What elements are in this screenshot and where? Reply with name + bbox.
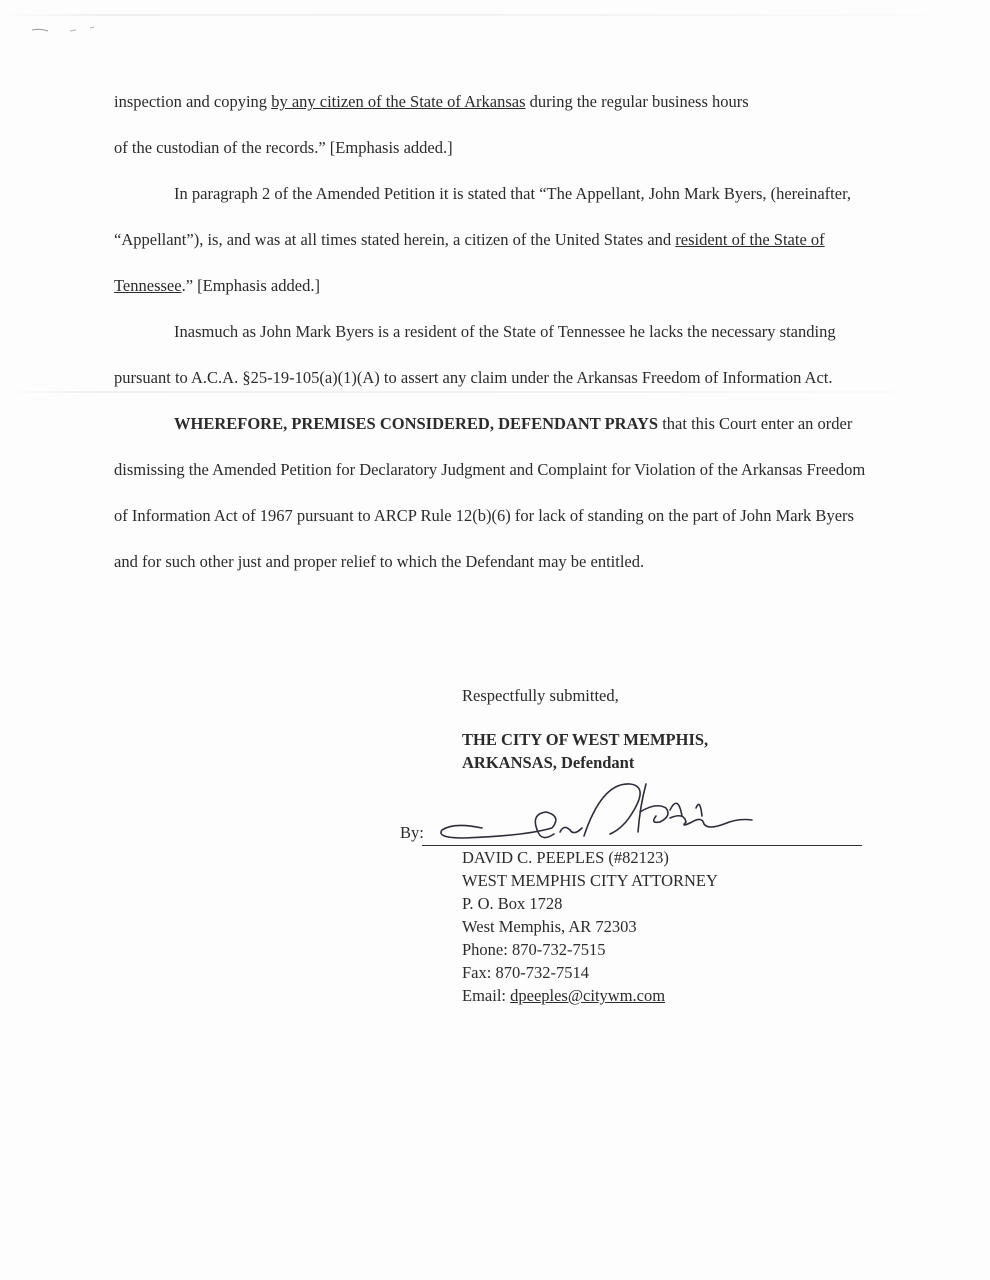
text-run: that this Court enter an order dismissing the Amended Petition for Declaratory Judgment and Complaint for Violation of the Arkansas Freedom of Information Act of 1967 pursuant to ARCP Rule 12(b)(6) for lack of standing on the part of John Mark Byers and for such other just and proper relief to which the Defendant may be entitled. [114,414,866,571]
email-row [462,984,882,1007]
party-name-line1: THE CITY OF WEST MEMPHIS, [462,730,709,749]
party-name-line2: ARKANSAS, Defendant [462,753,635,772]
paragraph-amended-petition [114,171,874,309]
party-name [462,728,882,774]
attorney-title: WEST MEMPHIS CITY ATTORNEY [462,871,718,890]
phone-number: Phone: 870-732-7515 [462,940,606,959]
emphasis-underlined: by any citizen of the State of Arkansas [271,92,526,111]
text-run: .” [Emphasis added.] [181,276,320,295]
emphasis-underlined: resident of the State of Tennessee [114,230,825,295]
respectfully-submitted: Respectfully submitted, [462,686,619,705]
text-run: during the regular business hours [525,92,749,111]
attorney-name: DAVID C. PEEPLES (#82123) [462,848,669,867]
text-run: In paragraph 2 of the Amended Petition it is stated that “The Appellant, John Mark Byers, (hereinafter, “Appellant”), is, and was at all times stated herein, a citizen of the United States and [114,184,852,249]
attorney-info [462,846,882,1007]
text-run: of the custodian of the records.” [Emphasis added.] [114,138,453,157]
text-run: Inasmuch as John Mark Byers is a resident of the State of Tennessee he lacks the necessary standing pursuant to A.C.A. §25-19-105(a)(1)(A) to assert any claim under the Arkansas Freedom of Information Act. [114,322,836,387]
email-label: Email: [462,986,511,1005]
closing-block [462,684,882,774]
scan-artifact [0,14,990,16]
po-box: P. O. Box 1728 [462,894,563,913]
email-link[interactable]: dpeeples@citywm.com [510,986,666,1005]
body-text [114,79,874,585]
city-state-zip: West Memphis, AR 72303 [462,917,637,936]
wherefore-clause: WHEREFORE, PREMISES CONSIDERED, DEFENDANT PRAYS [174,414,659,433]
handwritten-signature [434,772,774,852]
by-label: By: [400,823,424,842]
text-run: inspection and copying [114,92,272,111]
paragraph-standing [114,309,874,401]
paragraph-citizen-requirement [114,79,874,171]
paragraph-wherefore [114,401,874,585]
scan-corner-mark [30,22,100,34]
fax-number: Fax: 870-732-7514 [462,963,589,982]
